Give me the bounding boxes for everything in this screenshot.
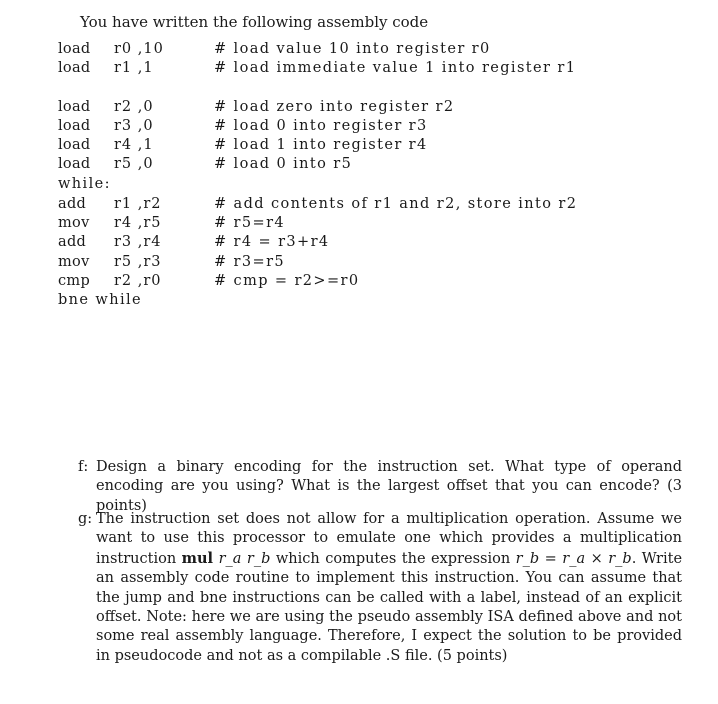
- code-operands: r0 ,10: [114, 41, 164, 57]
- code-comment: # load 0 into register r3: [214, 118, 428, 134]
- question-f-tag: f:: [78, 459, 89, 475]
- code-comment: # load 1 into register r4: [214, 137, 428, 153]
- code-operands: r5 ,0: [114, 156, 154, 172]
- question-g: [78, 510, 682, 666]
- question-g-tag: g:: [78, 511, 93, 527]
- code-comment: # load zero into register r2: [214, 99, 455, 115]
- code-operands: r2 ,r0: [114, 273, 162, 289]
- question-g-part1: The instruction set does not allow for a multiplication operation. Assume we want to use this processor to emulate one which provides a multiplication instruction: [96, 511, 682, 567]
- code-opcode: load: [58, 156, 91, 172]
- code-comment: # r3=r5: [214, 254, 286, 270]
- code-comment: # add contents of r1 and r2, store into r2: [214, 196, 578, 212]
- code-opcode: load: [58, 99, 91, 115]
- code-opcode: add: [58, 234, 87, 250]
- code-label: bne while: [58, 292, 143, 308]
- code-opcode: add: [58, 196, 87, 212]
- code-comment: # r4 = r3+r4: [214, 234, 330, 250]
- code-comment: # load 0 into r5: [214, 156, 353, 172]
- code-opcode: load: [58, 137, 91, 153]
- code-opcode: mov: [58, 254, 90, 270]
- code-comment: # r5=r4: [214, 215, 286, 231]
- code-operands: r5 ,r3: [114, 254, 162, 270]
- code-comment: # cmp = r2>=r0: [214, 273, 360, 289]
- question-f: [78, 458, 682, 516]
- code-opcode: mov: [58, 215, 90, 231]
- code-opcode: cmp: [58, 273, 91, 289]
- code-opcode: load: [58, 60, 91, 76]
- question-f-text: Design a binary encoding for the instruction set. What type of operand encoding are you using? What is the largest offset that you can encode? (3 points): [96, 459, 682, 514]
- mul-instruction: mul: [181, 549, 214, 567]
- code-operands: r1 ,r2: [114, 196, 162, 212]
- mul-expression: r_b = r_a × r_b: [515, 550, 632, 567]
- code-operands: r4 ,1: [114, 137, 154, 153]
- question-g-text: [96, 510, 682, 666]
- code-operands: r2 ,0: [114, 99, 154, 115]
- code-comment: # load value 10 into register r0: [214, 41, 491, 57]
- code-opcode: load: [58, 41, 91, 57]
- question-g-part2: which computes the expression: [275, 550, 511, 567]
- code-comment: # load immediate value 1 into register r1: [214, 60, 577, 76]
- question-g-part3: . Write an assembly code routine to implement this instruction. You can assume that the jump and bne instructions can be called with a label, instead of an explicit offset. Note: here we are using the pseudo assembly ISA defined above and not some real assembly language. Therefore, I expect the solution to be provided in pseudocode and not as a compilable .S file. (5 points): [96, 550, 683, 664]
- code-operands: r3 ,0: [114, 118, 154, 134]
- mul-operands: r_a r_b: [218, 550, 271, 567]
- code-operands: r3 ,r4: [114, 234, 162, 250]
- code-operands: r4 ,r5: [114, 215, 162, 231]
- code-operands: r1 ,1: [114, 60, 154, 76]
- code-label: while:: [58, 176, 111, 192]
- intro-text: You have written the following assembly code: [80, 13, 429, 31]
- code-opcode: load: [58, 118, 91, 134]
